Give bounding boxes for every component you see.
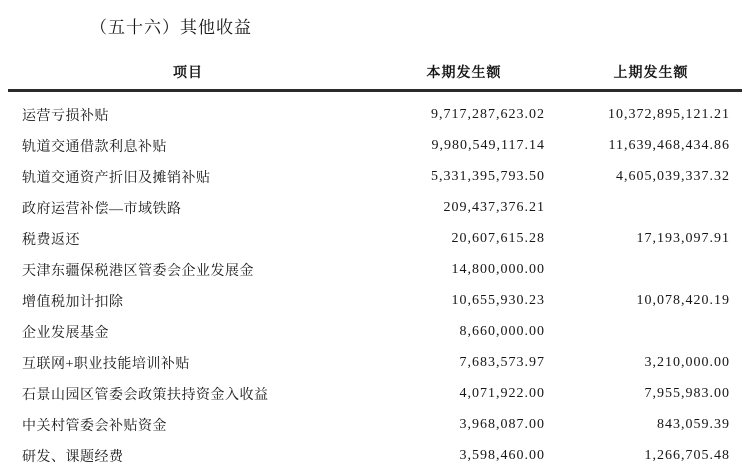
table-row bbox=[8, 347, 742, 378]
item-cell: 研发、课题经费 bbox=[22, 449, 124, 465]
table-row bbox=[8, 161, 742, 192]
header-prior: 上期发生额 bbox=[560, 56, 742, 91]
table-row bbox=[8, 91, 742, 131]
current-amount-cell: 5,331,395,793.50 bbox=[431, 168, 545, 184]
table-row bbox=[8, 440, 742, 471]
prior-amount-cell: 3,210,000.00 bbox=[644, 354, 730, 370]
item-cell: 增值税加计扣除 bbox=[22, 294, 124, 310]
current-amount-cell: 9,980,549,117.14 bbox=[431, 137, 545, 153]
prior-amount-cell: 7,955,983.00 bbox=[644, 385, 730, 401]
table-row bbox=[8, 223, 742, 254]
header-item: 项目 bbox=[8, 56, 368, 91]
prior-amount-cell: 4,605,039,337.32 bbox=[616, 168, 730, 184]
current-amount-cell: 10,655,930.23 bbox=[451, 292, 545, 308]
prior-amount-cell: 17,193,097.91 bbox=[636, 230, 730, 246]
item-cell: 中关村管委会补贴资金 bbox=[22, 418, 167, 434]
section-title: （五十六）其他收益 bbox=[90, 18, 252, 37]
current-amount-cell: 9,717,287,623.02 bbox=[431, 106, 545, 122]
table-row bbox=[8, 409, 742, 440]
prior-amount-cell: 10,078,420.19 bbox=[636, 292, 730, 308]
current-amount-cell: 20,607,615.28 bbox=[451, 230, 545, 246]
current-amount-cell: 209,437,376.21 bbox=[443, 199, 545, 215]
table-header-row bbox=[8, 56, 742, 91]
current-amount-cell: 3,968,087.00 bbox=[459, 416, 545, 432]
prior-amount-cell bbox=[560, 254, 742, 285]
prior-amount-cell: 1,266,705.48 bbox=[644, 447, 730, 463]
current-amount-cell: 8,660,000.00 bbox=[459, 323, 545, 339]
prior-amount-cell: 11,639,468,434.86 bbox=[608, 137, 730, 153]
table-row bbox=[8, 192, 742, 223]
item-cell: 企业发展基金 bbox=[22, 325, 109, 341]
header-current: 本期发生额 bbox=[368, 56, 560, 91]
table-row bbox=[8, 378, 742, 409]
prior-amount-cell bbox=[560, 192, 742, 223]
item-cell: 石景山园区管委会政策扶持资金入收益 bbox=[22, 387, 269, 403]
item-cell: 互联网+职业技能培训补贴 bbox=[22, 356, 190, 372]
item-cell: 运营亏损补贴 bbox=[22, 108, 109, 124]
item-cell: 轨道交通资产折旧及摊销补贴 bbox=[22, 170, 211, 186]
item-cell: 天津东疆保税港区管委会企业发展金 bbox=[22, 263, 254, 279]
table-row bbox=[8, 130, 742, 161]
current-amount-cell: 7,683,573.97 bbox=[459, 354, 545, 370]
item-cell: 税费返还 bbox=[22, 232, 80, 248]
current-amount-cell: 4,071,922.00 bbox=[459, 385, 545, 401]
current-amount-cell: 14,800,000.00 bbox=[451, 261, 545, 277]
prior-amount-cell: 10,372,895,121.21 bbox=[608, 106, 730, 122]
table-row bbox=[8, 285, 742, 316]
item-cell: 政府运营补偿—市域铁路 bbox=[22, 201, 182, 217]
table-row bbox=[8, 316, 742, 347]
item-cell: 轨道交通借款利息补贴 bbox=[22, 139, 167, 155]
prior-amount-cell bbox=[560, 316, 742, 347]
other-income-table bbox=[8, 56, 742, 471]
table-row bbox=[8, 254, 742, 285]
prior-amount-cell: 843,059.39 bbox=[657, 416, 730, 432]
current-amount-cell: 3,598,460.00 bbox=[459, 447, 545, 463]
